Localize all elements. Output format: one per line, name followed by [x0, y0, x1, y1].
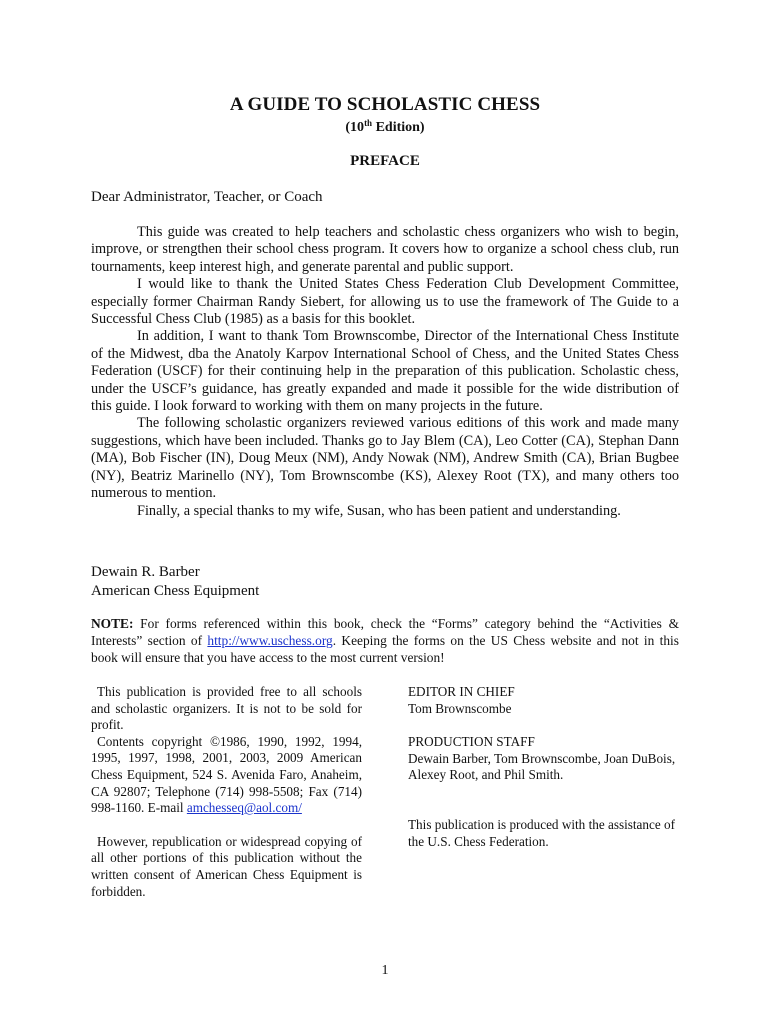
- email-link[interactable]: amchesseq@aol.com/: [186, 800, 302, 816]
- uschess-link[interactable]: http://www.uschess.org: [207, 632, 333, 648]
- paragraph-reviewers: The following scholastic organizers reviewed various editions of this work and made many suggestions, which have been included. Thanks go to Jay Blem (CA), Leo Cotter (CA), Stephan Dann (MA), Bob Fischer (IN), Doug Meux (NM), Andy Nowak (NM), Andrew Smith (CA), Brian Bugbee (NY), Beatriz Marinello (NY), Tom Brownscombe (KS), Alexey Root (TX), and many others too numerous to mention.: [91, 415, 679, 502]
- publication-info-column: [91, 684, 362, 900]
- page-number: 1: [381, 963, 389, 978]
- paragraph-uscf-thanks: In addition, I want to thank Tom Brownscombe, Director of the International Chess Institute of the Midwest, dba the Anatoly Karpov International School of Chess, and the United States Chess Federation (USCF) for their continuing help in the preparation of this publication. Scholastic chess, under the USCF’s guidance, has greatly expanded and made it possible for the wide distribution of this guide. I look forward to working with them on many projects in the future.: [91, 328, 679, 415]
- salutation: Dear Administrator, Teacher, or Coach: [91, 189, 323, 205]
- assistance-notice: This publication is produced with the assistance of the U.S. Chess Federation.: [408, 816, 675, 849]
- paragraph-purpose: This guide was created to help teachers and scholastic chess organizers who wish to begin, improve, or strengthen their school chess program. It covers how to organize a school chess club, run tournaments, keep interest high, and generate parental and public support.: [91, 224, 679, 275]
- republication-notice: However, republication or widespread copying of all other portions of this publication without the written consent of American Chess Equipment is forbidden.: [91, 833, 362, 899]
- section-heading: PREFACE: [350, 153, 420, 169]
- document-title: A GUIDE TO SCHOLASTIC CHESS: [229, 94, 541, 115]
- staff-names: Dewain Barber, Tom Brownscombe, Joan DuBois, Alexey Root, and Phil Smith.: [408, 750, 676, 783]
- paragraph-committee-thanks: I would like to thank the United States Chess Federation Club Development Committee, especially former Chairman Randy Siebert, for allowing us to use the framework of The Guide to a Successful Chess Club (1985) as a basis for this booklet.: [91, 276, 679, 328]
- edition-open: (10: [345, 120, 365, 135]
- note-text-before: For forms referenced within this book, check the “Forms” category behind the “Activities & Interests” section of: [91, 616, 679, 648]
- preface-body: [91, 224, 679, 520]
- paragraph-wife-thanks: Finally, a special thanks to my wife, Susan, who has been patient and understanding.: [137, 502, 621, 519]
- staff-column: [408, 684, 684, 850]
- edition-close: Edition): [372, 120, 425, 135]
- free-notice: This publication is provided free to all schools and scholastic organizers. It is not to be sold for profit.: [91, 684, 362, 733]
- copyright-text: Contents copyright ©1986, 1990, 1992, 1994, 1995, 1997, 1998, 2001, 2003, 2009 American Chess Equipment, 524 S. Avenida Faro, Anaheim, CA 92807; Telephone (714) 998-5508; Fax (714) 998-1160. E-mail: [91, 733, 362, 816]
- signature-block: [91, 563, 259, 601]
- note-text-after: . Keeping the forms on the US Chess website and not in this book will ensure that you have access to the most current version!: [91, 632, 679, 665]
- edition-superscript: th: [364, 118, 373, 128]
- editor-name: Tom Brownscombe: [408, 700, 512, 716]
- staff-label: PRODUCTION STAFF: [408, 734, 535, 750]
- editor-label: EDITOR IN CHIEF: [408, 684, 515, 699]
- edition-line: [0, 118, 770, 136]
- signature-name: Dewain R. Barber: [91, 564, 200, 580]
- copyright-notice: [91, 734, 362, 817]
- note-label: NOTE:: [91, 616, 134, 631]
- forms-note: [91, 616, 679, 666]
- signature-company: American Chess Equipment: [91, 583, 260, 599]
